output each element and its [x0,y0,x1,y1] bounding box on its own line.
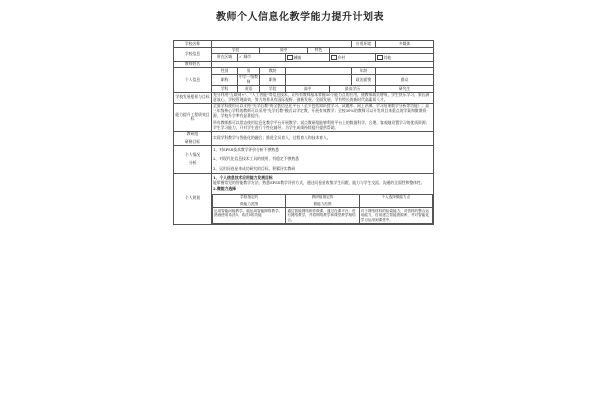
goal-row [174,103,434,131]
school-name-value [212,41,352,48]
goal-paragraph-2: 所有教师都可以常态使用信息化教学平台开展教学；试点教研组能够利用平台上的数据科学、合理、客观地设置学习的优质资源；学生学习能力，开对学生进行个性化辅导，为学生成绩持续提升提供帮助。 [213,120,430,130]
political-value: 群众 [376,74,434,85]
plan-heading-2: 2.微能力选择 [213,185,236,191]
checkbox-icon [287,55,293,61]
env-value: 多媒体 [376,41,434,48]
situation-item: 1、对SPSS技术教学评价分析不够熟悉 [213,146,279,152]
cell-school: 运用智能问板教学，能运用智能网络教学，熟练使用希沃5，希沃5的功能 [213,208,286,223]
region-village: 乡村 [330,54,376,62]
goal-paragraph-1: 全面学科使用可以支持"先学后教"的全套信息化平台（至少包括知识授学习、试题库、网上评测、学习结果数学分析等功能）；高三年级核心学科的教师可以采用"先学后教"模式以学定教，开展有效教学；全校30%的教师可以开发项目来重点的学案和微课资源，学校升学率有显著提升。 [213,103,430,118]
feature-value [330,47,434,54]
stage2-label: 学段 [260,86,286,93]
title-label: 职称 [212,74,238,85]
checkbox-icon [331,55,337,61]
page-title: 教师个人信息化教学能力提升计划表 [216,12,384,23]
plan-table [173,40,434,225]
subject-value: 英语 [238,86,260,93]
col-personal: 个人选择微能力点 [359,194,432,208]
cell-personal: 对于网络材料的检索能力，对资料的整合运用能力，自用建立智能资源库，并对智能化学习运用到课堂中。 [359,208,432,223]
teach-age-value [286,68,352,75]
checkbox-icon [377,55,383,61]
edu-value: 研究生 [376,86,434,93]
situation-item: 2、对现代化信息技术工具的使用，有稳定不够熟悉 [213,156,299,162]
info-row2 [174,74,434,85]
env-label: 应用环境 [352,41,376,48]
duty-label: 职务 [260,74,286,85]
region-label: 所在区域 [212,54,238,62]
research-row [174,131,434,145]
info-row1 [174,68,434,75]
stage-value: 高中 [260,47,308,54]
region-city: ✓城市 [238,54,286,62]
gender-label: 性别 [212,68,238,75]
feature-label: 特色 [308,47,330,54]
micro-ability-table [212,194,433,224]
region-other: 其他 [376,54,434,62]
research-label: 教研组 研修目标 [174,131,212,145]
checked-icon: ✓ [239,54,243,60]
col-school: 学校指定的 微能力范围 [213,194,286,208]
school-vision-label: 学校发展愿景与目标 [174,92,212,103]
goal-text [212,103,434,131]
goal-label: 能力提升工程绩效目标 [174,103,212,131]
subject-label: 学科 [212,86,238,93]
school-info-row1 [174,47,434,54]
plan-content [212,173,434,224]
school-vision-text: 充分利用"互联网+"、"人工智能"等信息技术，让所有教师基本掌握30个能力点的应用，使教师减负增效，学生快乐学习，家长满意放心，学校管理高效，努力培养具有国际视野、创新发展、全面发展、学有特长的新时代高素质人才。 [212,92,434,103]
school-name-label: 学校名称 [174,41,212,48]
micro-ability-row [213,208,433,223]
situation-row [174,146,434,174]
stage2-value: 高中 [286,86,330,93]
teacher-name-value [212,61,434,68]
stage-label: 学段 [212,47,260,54]
teacher-name-label: 教师姓名 [174,61,212,68]
info-row3 [174,86,434,93]
school-name-row [174,41,434,48]
plan-row [174,173,434,224]
title-value: 中学一级教师 [239,74,258,84]
situation-label: 个人情况 分析 [174,146,212,174]
age-label: 年龄 [352,68,376,75]
edu-label: 最高学历 [330,86,376,93]
age-value [376,68,434,75]
duty-value [286,74,352,85]
research-text: 实现学科教学与智能化的融合；推进全员育人，过程育人和技术育人。 [212,131,434,145]
cell-research-group: 通过智能网络制作微课，通过在课平台，进行网络教学，并将网络教学和课堂教学相结合。 [286,208,359,223]
plan-label: 个人规划 [174,173,212,224]
plan-heading-1: 1、个人信息技术应用能力发展目标 [213,174,273,180]
info-label: 个人信息 [174,68,212,92]
col-research-group: 教研组指定的 微能力范围 [286,194,359,208]
school-info-label: 学校信息 [174,47,212,61]
plan-goal-text: 能掌握常见的智能教学方法、熟悉SPSS教学评价方式，通过问卷星收集学生问题，能力与学生交流、沟通的全面性和整体性。 [213,180,425,186]
situation-item: 3、运用问卷星来成功研究的目标，积累评实教研 [213,165,296,171]
teacher-name-row [174,61,434,68]
micro-ability-header [213,194,433,208]
gender-value: 男 [238,68,260,75]
school-info-row2 [174,54,434,62]
teach-age-label: 教龄 [260,68,286,75]
school-vision-row [174,92,434,103]
region-town: 城镇 [286,54,330,62]
political-label: 政治面貌 [352,74,376,85]
situation-text [212,146,434,174]
